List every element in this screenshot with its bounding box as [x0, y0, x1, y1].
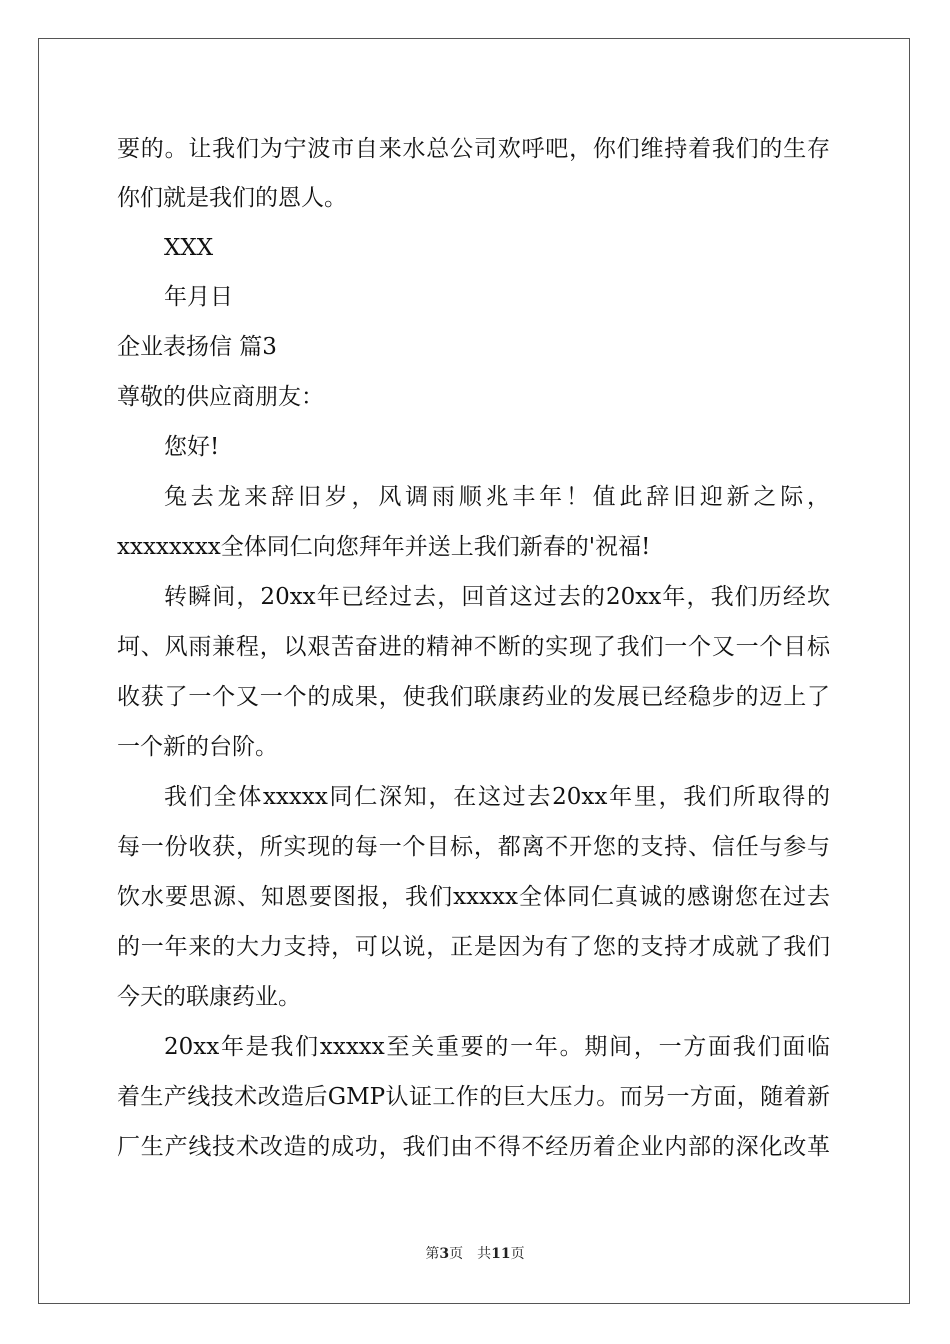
- paragraph-line: xxxxxxxx全体同仁向您拜年并送上我们新春的'祝福!: [117, 534, 651, 560]
- paragraph-line: 饮水要思源、知恩要图报，我们xxxxx全体同仁真诚的感谢您在过去: [117, 884, 830, 910]
- paragraph-line: 你们就是我们的恩人。: [117, 185, 347, 211]
- page-footer: [0, 1243, 950, 1263]
- current-page-number: 3: [439, 1246, 450, 1262]
- paragraph-line: 要的。让我们为宁波市自来水总公司欢呼吧，你们维持着我们的生存: [117, 136, 830, 162]
- paragraph-line: 一个新的台阶。: [117, 734, 278, 760]
- paragraph-line: 转瞬间，20xx年已经过去，回首这过去的20xx年，我们历经坎: [164, 584, 830, 610]
- paragraph-line: 20xx年是我们xxxxx至关重要的一年。期间，一方面我们面临: [164, 1034, 830, 1060]
- section-heading: 企业表扬信 篇3: [117, 334, 277, 360]
- paragraph-line: 的一年来的大力支持，可以说，正是因为有了您的支持才成就了我们: [117, 934, 830, 960]
- paragraph-line: 坷、风雨兼程，以艰苦奋进的精神不断的实现了我们一个又一个目标: [117, 634, 830, 660]
- paragraph-line: 厂生产线技术改造的成功，我们由不得不经历着企业内部的深化改革: [117, 1134, 830, 1160]
- salutation: 尊敬的供应商朋友：: [117, 384, 324, 410]
- footer-mid: 页 共: [449, 1246, 492, 1262]
- paragraph-line: 兔去龙来辞旧岁，风调雨顺兆丰年！值此辞旧迎新之际，: [164, 484, 830, 510]
- paragraph-line: 今天的联康药业。: [117, 984, 301, 1010]
- page-border: [38, 38, 910, 1304]
- total-page-number: 11: [491, 1246, 511, 1262]
- signature-date: 年月日: [164, 284, 233, 310]
- signature-name: XXX: [164, 235, 214, 261]
- paragraph-line: 着生产线技术改造后GMP认证工作的巨大压力。而另一方面，随着新: [117, 1084, 830, 1110]
- paragraph-line: 每一份收获，所实现的每一个目标，都离不开您的支持、信任与参与: [117, 834, 830, 860]
- paragraph-line: 收获了一个又一个的成果，使我们联康药业的发展已经稳步的迈上了: [117, 684, 830, 710]
- greeting: 您好!: [164, 434, 220, 460]
- paragraph-line: 我们全体xxxxx同仁深知，在这过去20xx年里，我们所取得的: [164, 784, 830, 810]
- footer-suffix: 页: [510, 1246, 525, 1262]
- footer-prefix: 第: [425, 1246, 440, 1262]
